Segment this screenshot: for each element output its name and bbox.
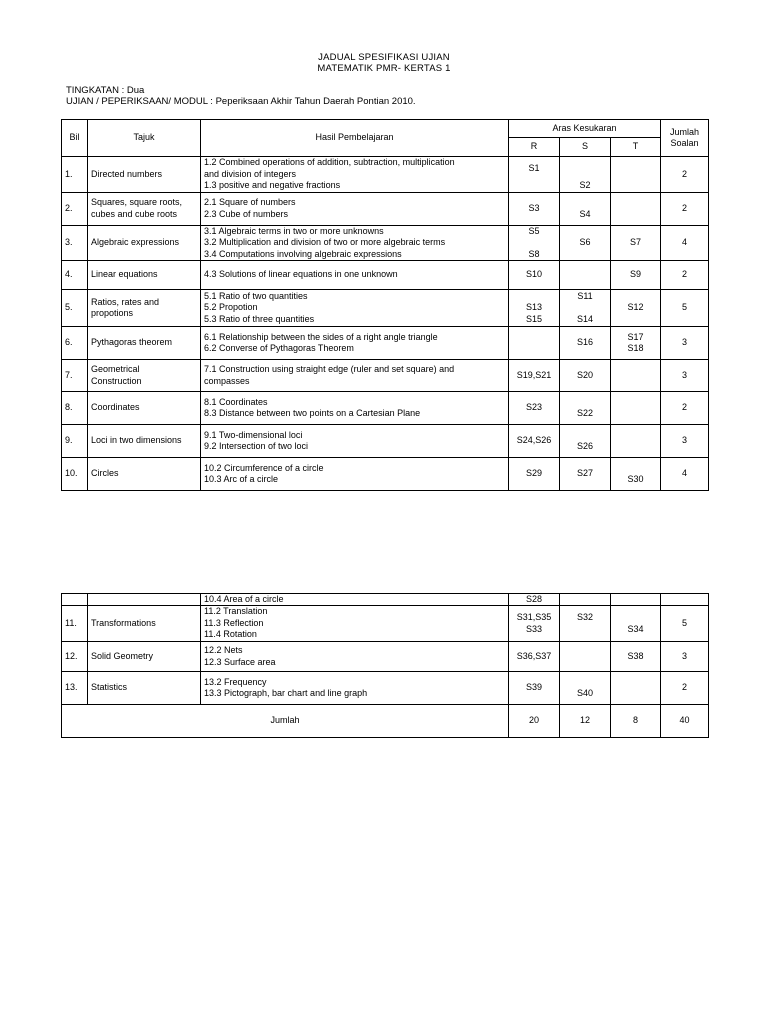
row-r: S1 <box>509 157 560 193</box>
row-r: S5 S8 <box>509 225 560 261</box>
specification-table-1 <box>61 119 709 491</box>
row-hasil: 8.1 Coordinates 8.3 Distance between two points on a Cartesian Plane <box>201 392 509 425</box>
row-hasil: 2.1 Square of numbers 2.3 Cube of numbers <box>201 192 509 225</box>
total-r: 20 <box>509 705 560 738</box>
row-s: S32 <box>560 606 611 642</box>
row-r: S31,S35 S33 <box>509 606 560 642</box>
row-r: S39 <box>509 672 560 705</box>
row-tajuk: Directed numbers <box>88 157 201 193</box>
table-row <box>62 290 709 327</box>
table-row <box>62 157 709 193</box>
total-t: 8 <box>611 705 661 738</box>
row-r <box>509 327 560 360</box>
row-t <box>611 594 661 606</box>
document-title-2: MATEMATIK PMR- KERTAS 1 <box>317 63 451 74</box>
row-bil: 3. <box>62 225 88 261</box>
row-t <box>611 360 661 392</box>
row-r: S13 S15 <box>509 290 560 327</box>
row-s: S20 <box>560 360 611 392</box>
row-tajuk: Statistics <box>88 672 201 705</box>
row-r: S19,S21 <box>509 360 560 392</box>
row-tajuk: Coordinates <box>88 392 201 425</box>
row-s: S6 <box>560 225 611 261</box>
row-s <box>560 261 611 290</box>
row-t: S30 <box>611 458 661 491</box>
row-tajuk: Transformations <box>88 606 201 642</box>
row-jumlah: 2 <box>661 672 709 705</box>
row-r: S28 <box>509 594 560 606</box>
row-tajuk <box>88 594 201 606</box>
table-1-body <box>62 157 709 491</box>
table-row <box>62 192 709 225</box>
row-hasil: 4.3 Solutions of linear equations in one unknown <box>201 261 509 290</box>
row-tajuk: Linear equations <box>88 261 201 290</box>
row-tajuk: Ratios, rates and propotions <box>88 290 201 327</box>
row-hasil: 7.1 Construction using straight edge (ruler and set square) and compasses <box>201 360 509 392</box>
row-jumlah: 4 <box>661 225 709 261</box>
row-s <box>560 594 611 606</box>
row-r: S3 <box>509 192 560 225</box>
row-bil: 5. <box>62 290 88 327</box>
row-t: S38 <box>611 642 661 672</box>
row-t: S7 <box>611 225 661 261</box>
row-tajuk: Circles <box>88 458 201 491</box>
row-bil: 6. <box>62 327 88 360</box>
row-jumlah: 3 <box>661 360 709 392</box>
table-row <box>62 458 709 491</box>
header-r: R <box>509 138 560 157</box>
header-tajuk: Tajuk <box>88 120 201 157</box>
row-bil: 2. <box>62 192 88 225</box>
row-tajuk: Squares, square roots, cubes and cube roots <box>88 192 201 225</box>
table-row <box>62 672 709 705</box>
row-bil: 9. <box>62 425 88 458</box>
row-bil: 10. <box>62 458 88 491</box>
row-s <box>560 642 611 672</box>
total-s: 12 <box>560 705 611 738</box>
row-t <box>611 672 661 705</box>
row-hasil: 12.2 Nets 12.3 Surface area <box>201 642 509 672</box>
row-hasil: 9.1 Two-dimensional loci 9.2 Intersection of two loci <box>201 425 509 458</box>
row-tajuk: Geometrical Construction <box>88 360 201 392</box>
table-row <box>62 225 709 261</box>
row-bil: 1. <box>62 157 88 193</box>
row-s: S22 <box>560 392 611 425</box>
header-s: S <box>560 138 611 157</box>
total-jumlah: 40 <box>661 705 709 738</box>
row-r: S36,S37 <box>509 642 560 672</box>
row-hasil: 10.2 Circumference of a circle 10.3 Arc of a circle <box>201 458 509 491</box>
row-bil: 11. <box>62 606 88 642</box>
header-hasil-pembelajaran: Hasil Pembelajaran <box>201 120 509 157</box>
row-hasil: 3.1 Algebraic terms in two or more unknowns 3.2 Multiplication and division of two or more algebraic terms 3.4 Computations involving algebraic expressions <box>201 225 509 261</box>
ujian-line: UJIAN / PEPERIKSAAN/ MODUL : Peperiksaan Akhir Tahun Daerah Pontian 2010. <box>66 96 416 107</box>
document-title-1: JADUAL SPESIFIKASI UJIAN <box>318 52 450 63</box>
row-jumlah: 4 <box>661 458 709 491</box>
row-jumlah: 5 <box>661 606 709 642</box>
row-s: S2 <box>560 157 611 193</box>
row-hasil: 6.1 Relationship between the sides of a right angle triangle 6.2 Converse of Pythagoras Theorem <box>201 327 509 360</box>
row-jumlah: 2 <box>661 261 709 290</box>
row-r: S10 <box>509 261 560 290</box>
table-row <box>62 425 709 458</box>
row-jumlah: 2 <box>661 157 709 193</box>
table-row <box>62 606 709 642</box>
row-jumlah: 3 <box>661 425 709 458</box>
row-t: S9 <box>611 261 661 290</box>
row-hasil: 10.4 Area of a circle <box>201 594 509 606</box>
total-label: Jumlah <box>62 705 509 738</box>
header-t: T <box>611 138 661 157</box>
row-t <box>611 192 661 225</box>
row-t <box>611 157 661 193</box>
row-tajuk: Solid Geometry <box>88 642 201 672</box>
row-bil <box>62 594 88 606</box>
row-s: S40 <box>560 672 611 705</box>
row-tajuk: Algebraic expressions <box>88 225 201 261</box>
row-jumlah <box>661 594 709 606</box>
table-row <box>62 594 709 606</box>
table-row <box>62 392 709 425</box>
row-tajuk: Pythagoras theorem <box>88 327 201 360</box>
row-r: S23 <box>509 392 560 425</box>
row-hasil: 11.2 Translation 11.3 Reflection 11.4 Rotation <box>201 606 509 642</box>
row-tajuk: Loci in two dimensions <box>88 425 201 458</box>
row-t <box>611 425 661 458</box>
row-jumlah: 2 <box>661 192 709 225</box>
row-jumlah: 5 <box>661 290 709 327</box>
row-t <box>611 392 661 425</box>
table-row <box>62 327 709 360</box>
row-bil: 7. <box>62 360 88 392</box>
table-2-body <box>62 606 709 705</box>
row-t: S34 <box>611 606 661 642</box>
row-t: S12 <box>611 290 661 327</box>
tingkatan-line: TINGKATAN : Dua <box>66 85 145 96</box>
table-row <box>62 261 709 290</box>
row-bil: 13. <box>62 672 88 705</box>
row-bil: 12. <box>62 642 88 672</box>
row-s: S11 S14 <box>560 290 611 327</box>
row-t: S17 S18 <box>611 327 661 360</box>
row-r: S29 <box>509 458 560 491</box>
row-jumlah: 3 <box>661 327 709 360</box>
row-s: S4 <box>560 192 611 225</box>
header-aras-kesukaran: Aras Kesukaran <box>509 120 661 138</box>
total-row <box>62 705 709 738</box>
row-s: S26 <box>560 425 611 458</box>
header-jumlah-soalan: Jumlah Soalan <box>661 120 709 157</box>
row-hasil: 1.2 Combined operations of addition, subtraction, multiplication and division of integers 1.3 positive and negative fractions <box>201 157 509 193</box>
row-hasil: 5.1 Ratio of two quantities 5.2 Propotion 5.3 Ratio of three quantities <box>201 290 509 327</box>
row-jumlah: 3 <box>661 642 709 672</box>
header-bil: Bil <box>62 120 88 157</box>
row-r: S24,S26 <box>509 425 560 458</box>
row-bil: 8. <box>62 392 88 425</box>
row-s: S16 <box>560 327 611 360</box>
table-row <box>62 642 709 672</box>
row-s: S27 <box>560 458 611 491</box>
row-bil: 4. <box>62 261 88 290</box>
row-hasil: 13.2 Frequency 13.3 Pictograph, bar chart and line graph <box>201 672 509 705</box>
specification-table-2 <box>61 593 709 738</box>
table-row <box>62 360 709 392</box>
row-jumlah: 2 <box>661 392 709 425</box>
